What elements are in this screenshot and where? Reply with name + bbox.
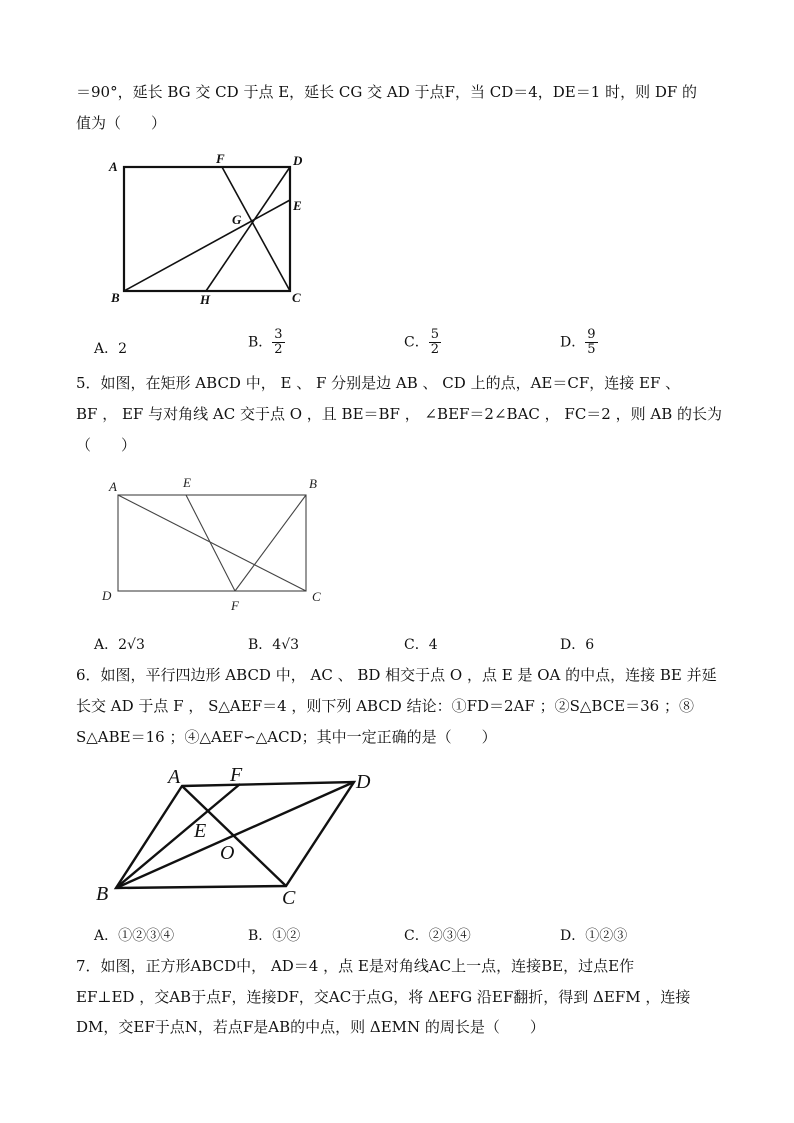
q6-text-line3: S△ABE＝16 ；④△AEF∽△ACD；其中一定正确的是（ ） — [76, 728, 497, 746]
q7-text-line2: EF⊥ED ，交AB于点F，连接DF，交AC于点G，将 ΔEFG 沿EF翻折，得到 ΔEFM ，连接 — [76, 988, 691, 1006]
q5-label-C: C — [312, 589, 321, 604]
q5-option-b[interactable]: B．4√3 — [248, 637, 300, 653]
q6-label-O: O — [220, 842, 235, 864]
q6-figure — [94, 760, 394, 910]
q5-line-BF — [235, 495, 306, 591]
q5-line-EF — [186, 495, 235, 591]
q6-label-B: B — [96, 883, 109, 905]
q6-text-line1: 6．如图，平行四边形 ABCD 中， AC 、 BD 相交于点 O ，点 E 是 OA 的中点，连接 BE 并延 — [76, 666, 717, 684]
q6-label-D: D — [356, 771, 371, 793]
q6-label-E: E — [194, 820, 207, 842]
q4-option-a[interactable]: A．2 — [94, 341, 128, 357]
q5-text-line1: 5．如图，在矩形 ABCD 中， E 、 F 分别是边 AB 、 CD 上的点，AE＝CF，连接 EF 、 — [76, 374, 681, 392]
q5-text-line3: （ ） — [76, 436, 137, 454]
q4-option-c[interactable] — [404, 328, 441, 357]
q4-option-c-fraction: $\frac{5}{2}$ — [430, 327, 439, 357]
q4-option-d-fraction: $\frac{9}{5}$ — [587, 327, 596, 357]
q5-figure — [98, 470, 338, 620]
q5-label-E: E — [183, 475, 191, 490]
q4-label-E: E — [293, 198, 302, 213]
q5-option-a[interactable]: A．2√3 — [94, 637, 145, 653]
q4-line-CF — [222, 167, 290, 291]
q5-label-B: B — [309, 476, 317, 491]
q6-line-BF — [116, 784, 240, 888]
q5-text-line2: BF ， EF 与对角线 AC 交于点 O ，且 BE＝BF ， ∠BEF＝2∠BAC ， FC＝2 ，则 AB 的长为 — [76, 405, 722, 423]
q4-label-H: H — [200, 292, 211, 307]
q4-label-F: F — [216, 151, 225, 166]
q6-option-c[interactable]: C．②③④ — [404, 928, 471, 944]
q6-option-b[interactable]: B．①② — [248, 928, 301, 944]
q4-label-C: C — [292, 290, 301, 305]
q5-line-AC — [118, 495, 306, 591]
q4-figure — [100, 150, 320, 310]
q6-label-C: C — [282, 887, 296, 909]
q4-label-D: D — [293, 153, 303, 168]
q7-text-line1: 7．如图，正方形ABCD中， AD＝4 ，点 E是对角线AC上一点，连接BE，过点E作 — [76, 957, 635, 975]
q5-option-d[interactable]: D．6 — [560, 637, 595, 653]
q7-text-line3: DM，交EF于点N，若点F是AB的中点，则 ΔEMN 的周长是（ ） — [76, 1018, 545, 1036]
q4-option-b-prefix: B． — [248, 334, 273, 351]
q4-label-A: A — [109, 159, 118, 174]
q4-option-d-prefix: D． — [560, 334, 586, 351]
q5-label-F: F — [231, 598, 239, 613]
q4-label-G: G — [232, 212, 242, 227]
q6-option-d[interactable]: D．①②③ — [560, 928, 628, 944]
q4-text-line2: 值为（ ） — [76, 114, 167, 132]
q4-option-b[interactable] — [248, 328, 285, 357]
q4-option-b-fraction: $\frac{3}{2}$ — [274, 327, 283, 357]
q4-option-c-prefix: C． — [404, 334, 429, 351]
q4-label-B: B — [111, 290, 120, 305]
q6-label-A: A — [168, 766, 181, 788]
q6-option-a[interactable]: A．①②③④ — [94, 928, 175, 944]
q5-option-c[interactable]: C．4 — [404, 637, 438, 653]
q6-text-line2: 长交 AD 于点 F ， S△AEF＝4 ，则下列 ABCD 结论：①FD＝2AF ；②S△BCE＝36 ；⑧ — [76, 697, 694, 715]
q4-option-d[interactable] — [560, 328, 598, 357]
q4-line-DH — [206, 167, 290, 291]
q5-label-A: A — [109, 479, 117, 494]
q5-label-D: D — [102, 588, 112, 603]
q4-text-line1: ＝90°，延长 BG 交 CD 于点 E，延长 CG 交 AD 于点F，当 CD＝4，DE＝1 时，则 DF 的 — [76, 83, 698, 101]
q6-label-F: F — [230, 764, 243, 786]
